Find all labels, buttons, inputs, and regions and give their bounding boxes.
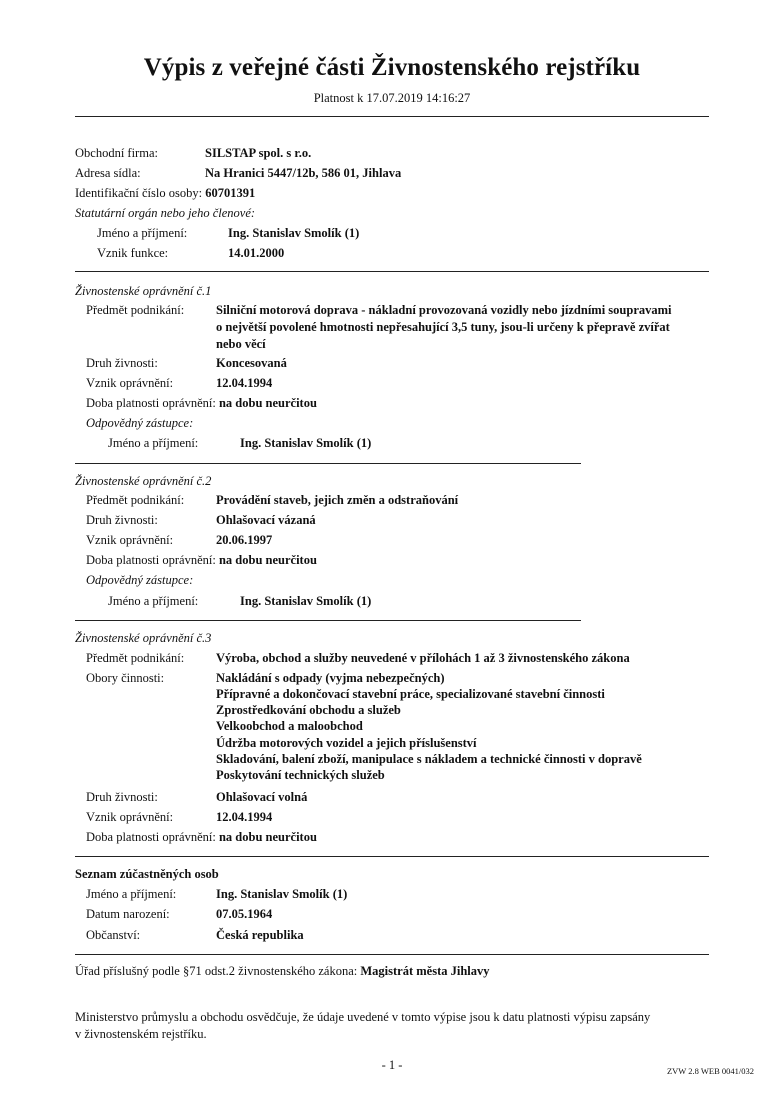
persons-heading: Seznam zúčastněných osob [75, 867, 219, 881]
licence1-rep-label: Odpovědný zástupce: [86, 416, 194, 430]
licence3-subject-value: Výroba, obchod a služby neuvedené v přílohách 1 až 3 živnostenského zákona [216, 651, 630, 665]
licence1-subject-line: o největší povolené hmotnosti nepřesahující 3,5 tuny, jsou-li určeny k přepravě zvířat [216, 320, 670, 334]
licence3-type-value: Ohlašovací volná [216, 790, 308, 804]
divider [75, 463, 581, 464]
address-label: Adresa sídla: [75, 166, 141, 180]
licence1-origin-label: Vznik oprávnění: [86, 376, 174, 390]
licence2-heading: Živnostenské oprávnění č.2 [75, 474, 212, 488]
id-row [75, 185, 255, 201]
document-code: ZVW 2.8 WEB 0041/032 [666, 1066, 754, 1076]
licence3-field-item: Velkoobchod a maloobchod [216, 719, 363, 733]
divider [75, 116, 709, 117]
licence3-field-item: Poskytování technických služeb [216, 768, 385, 782]
statutory-name-label: Jméno a příjmení: [97, 226, 188, 240]
licence1-subject-line: nebo věcí [216, 337, 266, 351]
licence2-validity-value: na dobu neurčitou [218, 553, 317, 567]
validity-date: Platnost k 17.07.2019 14:16:27 [313, 91, 471, 105]
licence3-validity-value: na dobu neurčitou [218, 830, 317, 844]
function-value: 14.01.2000 [228, 246, 285, 260]
page-number: - 1 - [381, 1058, 403, 1072]
divider [75, 954, 709, 955]
licence3-field-item: Přípravné a dokončovací stavební práce, specializované stavební činnosti [216, 687, 605, 701]
licence3-field-item: Skladování, balení zboží, manipulace s nákladem a technické činnosti v dopravě [216, 752, 642, 766]
firm-value: SILSTAP spol. s r.o. [205, 146, 312, 160]
persons-name-value: Ing. Stanislav Smolík (1) [216, 887, 348, 901]
licence3-origin-value: 12.04.1994 [216, 810, 273, 824]
licence2-subject-label: Předmět podnikání: [86, 493, 185, 507]
licence3-type-label: Druh živnosti: [86, 790, 158, 804]
licence2-validity-row [86, 552, 317, 568]
licence3-subject-label: Předmět podnikání: [86, 651, 185, 665]
licence3-fields-label: Obory činnosti: [86, 671, 165, 685]
persons-birth-value: 07.05.1964 [216, 907, 273, 921]
licence1-validity-label: Doba platnosti oprávnění: [86, 396, 216, 410]
licence1-rep-name-label: Jméno a příjmení: [108, 436, 199, 450]
licence2-origin-value: 20.06.1997 [216, 533, 273, 547]
office-label: Úřad příslušný podle §71 odst.2 živnostenského zákona: [75, 964, 358, 978]
licence1-validity-value: na dobu neurčitou [218, 396, 317, 410]
address-value: Na Hranici 5447/12b, 586 01, Jihlava [205, 166, 402, 180]
licence3-field-item: Nakládání s odpady (vyjma nebezpečných) [216, 671, 445, 685]
office-row [75, 963, 490, 979]
licence1-validity-row [86, 395, 317, 411]
licence1-rep-name-value: Ing. Stanislav Smolík (1) [240, 436, 372, 450]
statutory-label: Statutární orgán nebo jeho členové: [75, 206, 256, 220]
id-value: 60701391 [205, 186, 256, 200]
licence2-subject-value: Provádění staveb, jejich změn a odstraňování [216, 493, 459, 507]
licence2-rep-name-label: Jméno a příjmení: [108, 594, 199, 608]
ministry-statement-line: v živnostenském rejstříku. [75, 1027, 207, 1041]
page-title: Výpis z veřejné části Živnostenského rejstříku [143, 54, 641, 81]
licence1-subject-label: Předmět podnikání: [86, 303, 185, 317]
id-label: Identifikační číslo osoby: [75, 186, 203, 200]
licence3-heading: Živnostenské oprávnění č.3 [75, 631, 212, 645]
licence2-rep-label: Odpovědný zástupce: [86, 573, 194, 587]
licence3-origin-label: Vznik oprávnění: [86, 810, 174, 824]
statutory-name-value: Ing. Stanislav Smolík (1) [228, 226, 360, 240]
ministry-statement-line: Ministerstvo průmyslu a obchodu osvědčuje, že údaje uvedené v tomto výpise jsou k datu platnosti výpisu zapsány [75, 1010, 651, 1024]
licence2-origin-label: Vznik oprávnění: [86, 533, 174, 547]
licence3-validity-label: Doba platnosti oprávnění: [86, 830, 216, 844]
persons-birth-label: Datum narození: [86, 907, 170, 921]
licence3-validity-row [86, 829, 317, 845]
licence2-type-label: Druh živnosti: [86, 513, 158, 527]
licence1-origin-value: 12.04.1994 [216, 376, 273, 390]
persons-citizenship-label: Občanství: [86, 928, 141, 942]
licence1-type-value: Koncesovaná [216, 356, 287, 370]
licence2-rep-name-value: Ing. Stanislav Smolík (1) [240, 594, 372, 608]
persons-name-label: Jméno a příjmení: [86, 887, 177, 901]
function-label: Vznik funkce: [97, 246, 169, 260]
divider [75, 271, 709, 272]
licence3-field-item: Zprostředkování obchodu a služeb [216, 703, 401, 717]
divider [75, 620, 581, 621]
licence1-heading: Živnostenské oprávnění č.1 [75, 284, 212, 298]
licence2-validity-label: Doba platnosti oprávnění: [86, 553, 216, 567]
firm-label: Obchodní firma: [75, 146, 158, 160]
persons-citizenship-value: Česká republika [216, 928, 304, 942]
licence2-type-value: Ohlašovací vázaná [216, 513, 316, 527]
licence1-subject-line: Silniční motorová doprava - nákladní provozovaná vozidly nebo jízdními soupravami [216, 303, 672, 317]
licence1-type-label: Druh živnosti: [86, 356, 158, 370]
licence3-field-item: Údržba motorových vozidel a jejich příslušenství [216, 736, 477, 750]
divider [75, 856, 709, 857]
office-value: Magistrát města Jihlavy [360, 964, 490, 978]
